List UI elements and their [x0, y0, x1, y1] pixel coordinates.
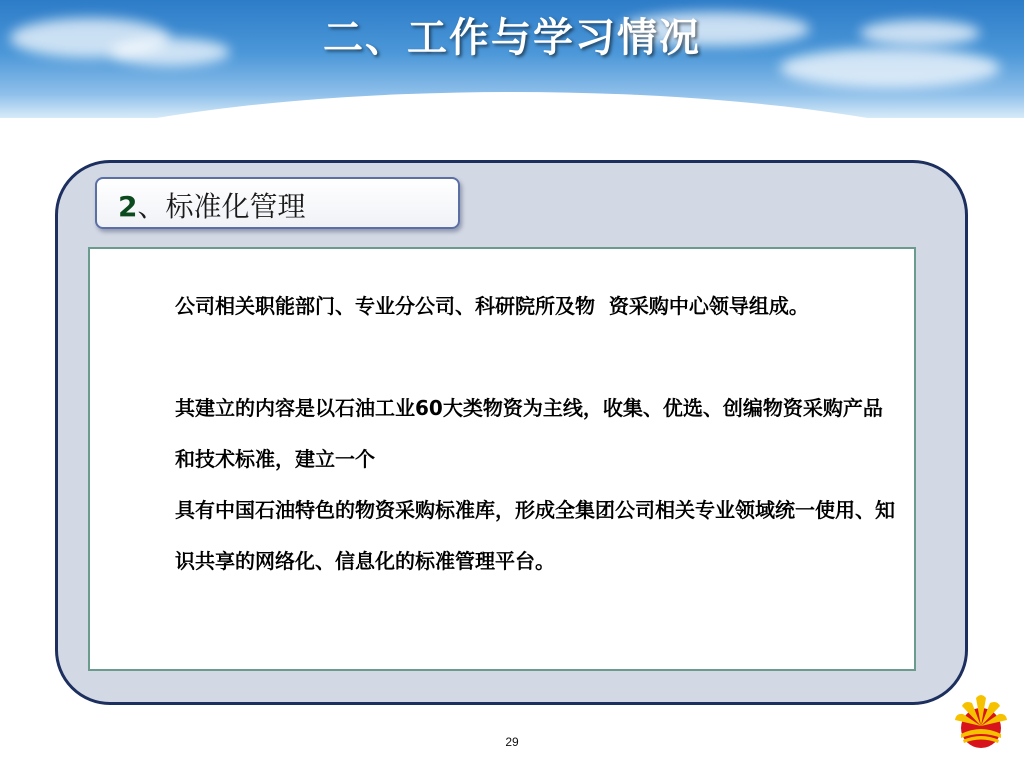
header-curve	[0, 92, 1024, 118]
paragraph-2: 其建立的内容是以石油工业60大类物资为主线，收集、优选、创编物资采购产品和技术标准，建立一个 具有中国石油特色的物资采购标准库，形成全集团公司相关专业领域统一使用、知识共享的网络化、信息化的标准管理平台。	[175, 396, 895, 573]
section-number: 2	[118, 190, 138, 223]
section-title: 、标准化管理	[137, 190, 306, 223]
petrochina-logo-icon	[950, 690, 1012, 750]
paragraph-1: 公司相关职能部门、专业分公司、科研院所及物 资采购中心领导组成。	[175, 294, 809, 318]
slide-title: 二、工作与学习情况	[323, 15, 701, 61]
page-number: 29	[505, 735, 519, 749]
section-header	[118, 185, 306, 225]
